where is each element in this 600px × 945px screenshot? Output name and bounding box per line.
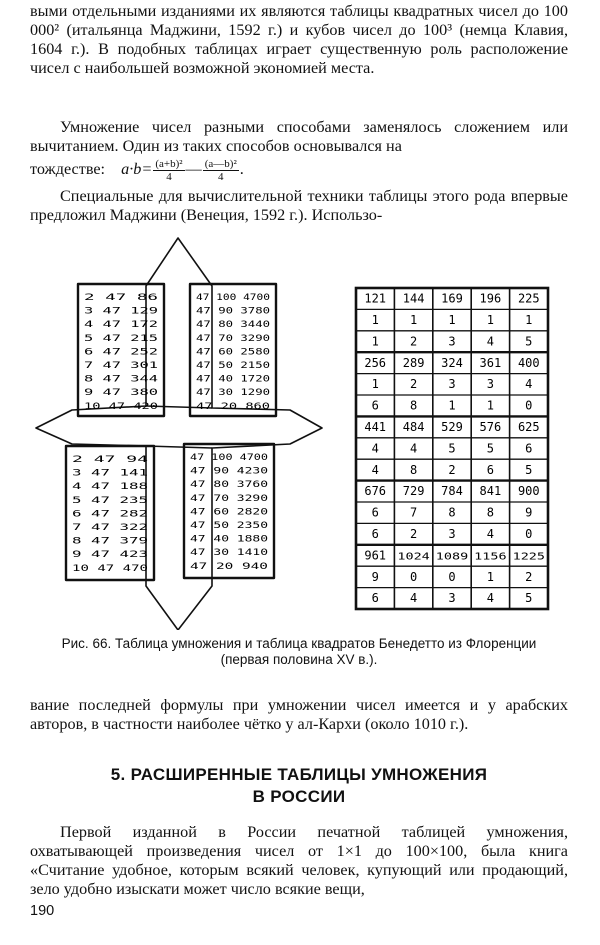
caption-line-1: Рис. 66. Таблица умножения и таблица квадратов Бенедетто из Флоренции [61,636,537,651]
squares-table-cell: 3 [486,377,495,392]
fraction-sum [153,158,184,183]
squares-table-cell: 8 [409,398,418,413]
squares-table-cell: 1089 [435,551,469,563]
squares-table-cell: 289 [402,355,425,370]
squares-table-cell: 4 [371,462,379,477]
cross-table-row: 5 47 235 [72,495,148,506]
squares-table-cell: 2 [448,462,456,477]
squares-table-cell: 1 [371,377,379,392]
squares-table-cell: 2 [525,569,533,584]
panel-top-left [84,293,158,412]
cross-table-row: 47 20 940 [190,561,268,572]
squares-table-cell: 441 [364,419,387,434]
squares-table-cell: 0 [525,526,533,541]
cross-table-row: 47 100 4700 [196,293,270,303]
squares-table-cell: 256 [364,355,387,370]
fraction-sum-numerator: (a+b)² [155,158,183,170]
squares-table-cell: 121 [364,291,387,306]
squares-table-cell: 3 [448,591,456,606]
squares-table-cell: 2 [409,334,418,349]
figure-caption [30,636,568,668]
squares-table-cell: 3 [448,377,456,392]
cross-table-row: 47 20 860 [196,401,270,412]
cross-table-row: 47 40 1880 [190,534,268,545]
squares-table-cell: 6 [486,462,495,477]
squares-table-cell: 4 [486,526,495,541]
paragraph-special-tables: Специальные для вычислительной техники таблицы этого рода впервые предложил Маджини (Венеция, 1592 г.). Использо- [30,187,568,224]
squares-table-cell: 5 [525,462,533,477]
heading-line-1: 5. РАСШИРЕННЫЕ ТАБЛИЦЫ УМНОЖЕНИЯ [110,765,488,784]
squares-table-cell: 4 [371,441,379,456]
squares-table-cell: 7 [409,505,418,520]
squares-table-cell: 169 [441,291,463,306]
cross-table-row: 47 30 1410 [190,548,268,559]
cross-table-row: 2 47 86 [84,293,158,303]
cross-table-row: 9 47 423 [72,550,148,561]
squares-table-cell: 0 [525,398,533,413]
squares-table-cell: 8 [486,505,495,520]
squares-table-cell: 1 [371,312,379,327]
fraction-diff [203,158,239,183]
squares-table-cell: 5 [525,334,533,349]
squares-table-cell: 196 [479,291,502,306]
squares-table-cell: 9 [371,569,379,584]
squares-table-cell: 1 [486,398,495,413]
squares-table-cell: 225 [517,291,540,306]
section-heading [30,764,568,808]
squares-table-cell: 4 [409,441,418,456]
cross-table-row: 47 70 3290 [190,493,268,504]
fraction-sum-denominator: 4 [166,171,172,183]
cross-table-row: 5 47 215 [84,333,158,344]
cross-table-row: 47 80 3440 [196,320,270,331]
squares-table-cell: 400 [517,355,540,370]
fraction-diff-denominator: 4 [217,171,224,183]
cross-table-row: 6 47 282 [72,509,148,520]
panel-top-right [196,293,270,412]
squares-table-cell: 3 [448,334,456,349]
squares-table-cell: 1 [371,334,379,349]
squares-table-cell: 1 [409,312,418,327]
squares-table-cell: 900 [517,484,540,499]
heading-line-2: В РОССИИ [252,787,346,806]
squares-table-cell: 6 [525,441,533,456]
squares-table-cell: 484 [402,419,425,434]
squares-table-cell: 9 [525,505,533,520]
squares-table-cell: 6 [371,591,379,606]
squares-table [356,288,548,609]
squares-table-cell: 0 [448,569,456,584]
squares-table-cell: 4 [486,334,495,349]
cross-table-row: 47 70 3290 [196,333,270,344]
cross-table-row: 7 47 322 [72,523,148,533]
squares-table-cell: 784 [441,484,463,499]
cross-table-row: 3 47 129 [84,306,158,317]
squares-table-cell: 529 [441,419,463,434]
paragraph-after-figure: вание последней формулы при умножении чисел имеется и у арабских авторов, в частности наиболее чётко у ал-Кархи (около 1010 г.). [30,696,568,733]
cross-table-row: 47 90 3780 [196,306,270,317]
fraction-diff-numerator: (a—b)² [204,158,237,170]
squares-table-cell: 6 [371,398,379,413]
cross-table-row: 47 60 2580 [196,347,270,358]
squares-table-cell: 1 [486,312,495,327]
squares-table-cell: 144 [402,291,425,306]
squares-table-cell: 961 [364,548,387,563]
formula-lead: тождестве: [30,160,106,179]
cross-table-row: 3 47 141 [72,468,148,479]
paragraph-multiplication: Умножение чисел разными способами заменялось сложением или вычитанием. Один из таких способов основывался на [30,118,568,155]
cross-table-row: 8 47 379 [72,536,148,547]
squares-table-cell: 6 [371,526,379,541]
squares-table-cell: 576 [479,419,502,434]
squares-table-cell: 1225 [512,551,545,563]
squares-table-cell: 4 [486,591,495,606]
cross-table-row: 10 47 470 [72,563,148,574]
cross-table-row: 47 50 2150 [196,361,270,371]
figure-66 [0,230,600,630]
squares-table-cell: 1 [448,312,456,327]
squares-table-cell: 841 [479,484,502,499]
squares-table-cell: 1 [448,398,456,413]
squares-table-cell: 1024 [397,551,430,563]
squares-table-cell: 8 [409,462,418,477]
cross-table-row: 7 47 301 [84,361,158,371]
squares-table-cell: 2 [409,377,418,392]
cross-table-row: 47 80 3760 [190,480,268,491]
cross-table-row: 2 47 94 [72,455,148,465]
squares-table-cell: 625 [517,419,540,434]
cross-table-row: 4 47 188 [72,482,148,493]
squares-table-cell: 1 [525,312,533,327]
identity-formula [30,158,244,183]
squares-table-cell: 729 [402,484,425,499]
page-number: 190 [30,903,55,919]
squares-table-cell: 4 [525,377,533,392]
cross-inner-bars [146,406,212,448]
cross-table-row: 4 47 172 [84,320,158,331]
cross-table-row: 47 60 2820 [190,507,268,518]
squares-table-cell: 5 [448,441,456,456]
cross-table-row: 47 90 4230 [190,466,268,477]
formula-minus: — [185,160,202,179]
squares-table-cell: 3 [448,526,456,541]
panel-bottom-right [190,453,268,572]
cross-table-row: 8 47 344 [84,374,158,385]
formula-lhs: a·b= [121,160,153,179]
cross-table-row: 10 47 420 [84,401,158,412]
squares-table-cell: 324 [441,355,463,370]
squares-table-cell: 4 [409,591,418,606]
panel-bottom-left [72,455,148,574]
cross-table-row: 47 30 1290 [196,388,270,399]
paragraph-continuation: выми отдельными изданиями их являются таблицы квадратных чисел до 100 000² (итальянца Маджини, 1592 г.) и кубов чисел до 100³ (немца Клавия, 1604 г.). В подобных таблицах играет существенную роль расположение чисел с наибольшей возможной экономией места. [30,2,568,77]
squares-table-cell: 0 [409,569,418,584]
caption-line-2: (первая половина XV в.). [220,652,378,667]
squares-table-cell: 6 [371,505,379,520]
squares-table-cell: 361 [479,355,502,370]
squares-table-cell: 8 [448,505,456,520]
squares-table-cell: 676 [364,484,387,499]
cross-table-row: 9 47 380 [84,388,158,399]
squares-table-cell: 1 [486,569,495,584]
cross-table-row: 47 40 1720 [196,374,270,385]
formula-end: . [239,160,244,179]
squares-table-cell: 5 [525,591,533,606]
squares-table-cell: 1156 [474,551,507,563]
squares-table-cell: 2 [409,526,418,541]
cross-table-row: 47 50 2350 [190,521,268,531]
cross-table-row: 6 47 252 [84,347,158,358]
cross-table-row: 47 100 4700 [190,453,268,463]
squares-table-cell: 5 [486,441,495,456]
paragraph-russia: Первой изданной в России печатной таблицей умножения, охватывающей произведения чисел от 1×1 до 100×100, была книга «Считание удобное, которым всякий человек, купующий или продающий, зело удобно изыскати может число всякие вещи, [30,823,568,898]
